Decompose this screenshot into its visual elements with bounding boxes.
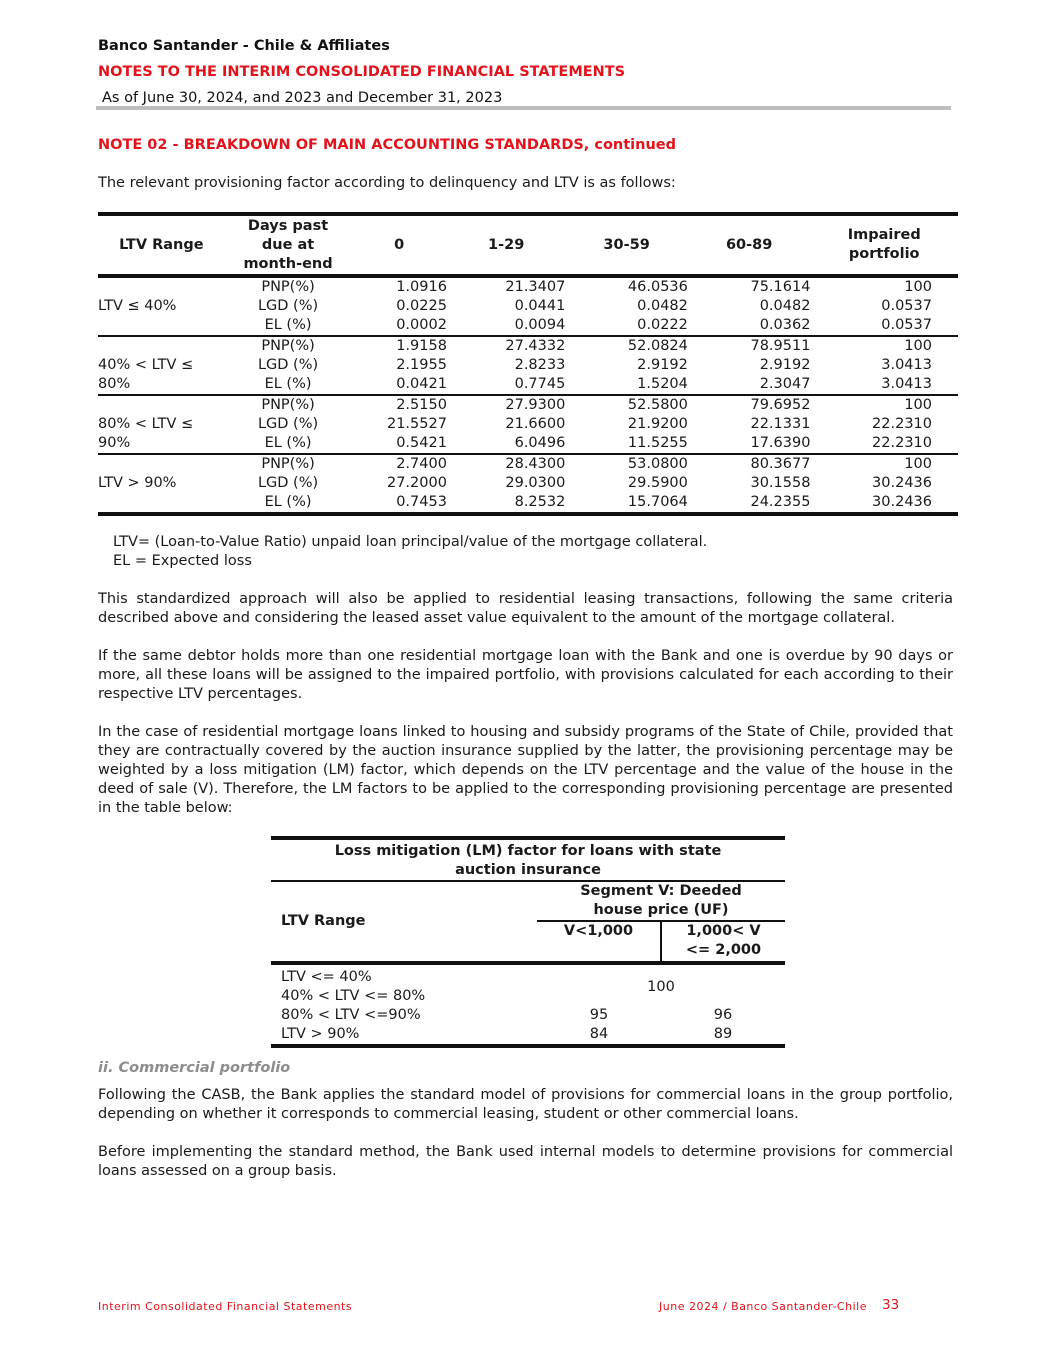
lm-merged-value: 100 (647, 978, 675, 995)
cell-value: 2.9192 (759, 357, 811, 373)
metric-label: LGD (%) (257, 357, 319, 373)
metric-label: PNP(%) (261, 397, 315, 413)
cell-value: 0.7453 (396, 494, 447, 510)
cell-value: 1.9158 (396, 338, 447, 354)
cell-value: 8.2532 (514, 494, 566, 510)
table-row (98, 395, 958, 415)
ltv-range-label: LTV > 90% (98, 475, 177, 491)
cell-value: 28.4300 (505, 456, 566, 472)
definitions (113, 533, 707, 571)
lm-row-label: LTV > 90% (281, 1026, 360, 1042)
provisioning-factor-table (98, 212, 958, 516)
ltv-group-2 (98, 336, 958, 395)
cell-value: 0.0537 (881, 317, 932, 333)
table-row (98, 375, 958, 395)
table-row (98, 415, 958, 434)
table-row (271, 1006, 785, 1025)
cell-value: 78.9511 (750, 338, 811, 354)
table-row (98, 493, 958, 514)
cell-value: 53.0800 (627, 456, 688, 472)
ltv-group-4 (98, 454, 958, 514)
metric-label: EL (%) (264, 435, 312, 451)
ltv-definition: LTV= (Loan-to-Value Ratio) unpaid loan principal/value of the mortgage collateral. (113, 534, 708, 550)
cell-value: 0.0482 (759, 298, 811, 314)
col-header-1-29: 1-29 (488, 236, 525, 253)
metric-label: PNP(%) (261, 279, 315, 295)
cell-value: 0.0482 (637, 298, 688, 314)
cell-value: 52.5800 (627, 397, 688, 413)
footer-document-title: Interim Consolidated Financial Statements (98, 1300, 353, 1313)
lm-title-row (271, 838, 785, 881)
cell-value: 0.0225 (396, 298, 447, 314)
table-row (271, 1025, 785, 1046)
cell-value: 22.2310 (872, 435, 932, 451)
cell-value: 75.1614 (750, 279, 811, 295)
lm-cell-value: 89 (713, 1026, 733, 1042)
ltv-group-3 (98, 395, 958, 454)
cell-value: 27.4332 (505, 338, 566, 354)
cell-value: 79.6952 (750, 397, 811, 413)
cell-value: 100 (904, 397, 932, 413)
lm-table-title: Loss mitigation (LM) factor for loans with state auction insurance (271, 838, 785, 881)
cell-value: 100 (904, 456, 932, 472)
lm-segment-header: Segment V: Deeded house price (UF) (537, 881, 785, 921)
metric-label: LGD (%) (257, 475, 319, 491)
cell-value: 2.7400 (396, 456, 447, 472)
col-header-impaired: Impaired portfolio (847, 227, 921, 262)
cell-value: 22.2310 (872, 416, 932, 432)
table-row (271, 963, 785, 987)
cell-value: 0.0094 (514, 317, 566, 333)
cell-value: 30.2436 (872, 494, 932, 510)
ltv-range-label: 80% < LTV ≤ 90% (98, 416, 194, 451)
lm-ltv-header: LTV Range (281, 913, 366, 929)
cell-value: 100 (904, 279, 932, 295)
cell-value: 0.0222 (637, 317, 688, 333)
cell-value: 0.0537 (881, 298, 932, 314)
cell-value: 11.5255 (627, 435, 688, 451)
note-title: NOTE 02 - BREAKDOWN OF MAIN ACCOUNTING STANDARDS, continued (98, 137, 677, 153)
cell-value: 2.1955 (396, 357, 447, 373)
cell-value: 21.6600 (505, 416, 566, 432)
cell-value: 1.0916 (396, 279, 447, 295)
table-row (98, 316, 958, 336)
intro-text: The relevant provisioning factor according to delinquency and LTV is as follows: (98, 175, 676, 191)
cell-value: 0.0002 (396, 317, 447, 333)
lm-segment-row (271, 881, 785, 921)
metric-label: LGD (%) (257, 298, 319, 314)
metric-label: EL (%) (264, 317, 312, 333)
notes-title: NOTES TO THE INTERIM CONSOLIDATED FINANCIAL STATEMENTS (98, 64, 626, 80)
table-row (98, 356, 958, 375)
cell-value: 52.0824 (627, 338, 688, 354)
cell-value: 17.6390 (750, 435, 811, 451)
cell-value: 6.0496 (514, 435, 566, 451)
cell-value: 80.3677 (750, 456, 811, 472)
lm-row-label: 80% < LTV <=90% (281, 1007, 421, 1023)
cell-value: 27.9300 (505, 397, 566, 413)
cell-value: 100 (904, 338, 932, 354)
metric-label: EL (%) (264, 376, 312, 392)
header-divider (96, 106, 951, 110)
paragraph-internal-models: Before implementing the standard method, the Bank used internal models to determine provisions for commercial loans assessed on a group basis. (98, 1144, 953, 1179)
lm-cell-value: 84 (589, 1026, 609, 1042)
col-header-0: 0 (394, 236, 405, 253)
paragraph-state-programs: In the case of residential mortgage loans linked to housing and subsidy programs of the State of Chile, provided that they are contractually covered by the auction insurance supplied by the latter, the provisioning percentage may be weighted by a loss mitigation (LM) factor, which depends on the LTV percentage and the value of the house in the deed of sale (V). Therefore, the LM factors to be applied to the corresponding provisioning percentage are presented in the table below: (98, 724, 953, 816)
cell-value: 22.1331 (750, 416, 811, 432)
ltv-range-label: 40% < LTV ≤ 80% (98, 357, 194, 392)
table-row (98, 276, 958, 297)
col-header-days-past-due: Days past due at month-end (243, 217, 333, 272)
el-definition: EL = Expected loss (113, 553, 252, 569)
lm-row-label: 40% < LTV <= 80% (281, 988, 426, 1004)
cell-value: 3.0413 (881, 357, 932, 373)
cell-value: 30.2436 (872, 475, 932, 491)
cell-value: 24.2355 (750, 494, 811, 510)
table-row (98, 336, 958, 356)
cell-value: 0.7745 (514, 376, 566, 392)
metric-label: EL (%) (264, 494, 312, 510)
col-header-ltv-range: LTV Range (119, 236, 204, 253)
cell-value: 30.1558 (750, 475, 811, 491)
cell-value: 29.0300 (505, 475, 566, 491)
cell-value: 2.9192 (637, 357, 688, 373)
table-header-row (98, 214, 958, 276)
lm-cell-value: 95 (589, 1007, 609, 1023)
cell-value: 2.3047 (759, 376, 811, 392)
cell-value: 29.5900 (627, 475, 688, 491)
lm-col-v-under-1000: V<1,000 (563, 923, 634, 939)
metric-label: LGD (%) (257, 416, 319, 432)
cell-value: 21.9200 (627, 416, 688, 432)
cell-value: 21.3407 (505, 279, 566, 295)
loss-mitigation-table (271, 836, 785, 1048)
cell-value: 0.5421 (396, 435, 447, 451)
cell-value: 3.0413 (881, 376, 932, 392)
cell-value: 46.0536 (627, 279, 688, 295)
cell-value: 1.5204 (637, 376, 688, 392)
company-name: Banco Santander - Chile & Affiliates (98, 38, 390, 54)
cell-value: 0.0421 (396, 376, 447, 392)
cell-value: 2.8233 (514, 357, 566, 373)
lm-cell-value: 96 (713, 1007, 733, 1023)
ltv-group-1 (98, 276, 958, 336)
table-row (98, 434, 958, 454)
cell-value: 27.2000 (386, 475, 447, 491)
lm-row-label: LTV <= 40% (281, 969, 372, 985)
paragraph-leasing: This standardized approach will also be applied to residential leasing transactions, following the same criteria described above and considering the leased asset value equivalent to the amount of the mortgage collateral. (98, 591, 953, 626)
lm-col-v-1000-2000: 1,000< V <= 2,000 (661, 921, 785, 963)
paragraph-casb: Following the CASB, the Bank applies the standard model of provisions for commercial loans in the group portfolio, depending on whether it corresponds to commercial leasing, student or other commercial loans. (98, 1087, 953, 1122)
table-row (98, 474, 958, 493)
metric-label: PNP(%) (261, 456, 315, 472)
table-row (98, 454, 958, 474)
cell-value: 21.5527 (386, 416, 447, 432)
col-header-30-59: 30-59 (603, 236, 650, 253)
cell-value: 0.0362 (759, 317, 811, 333)
col-header-60-89: 60-89 (725, 236, 773, 253)
cell-value: 15.7064 (627, 494, 688, 510)
metric-label: PNP(%) (261, 338, 315, 354)
cell-value: 0.0441 (514, 298, 566, 314)
footer-period: June 2024 / Banco Santander-Chile (659, 1300, 867, 1313)
table-row (98, 297, 958, 316)
date-line: As of June 30, 2024, and 2023 and December 31, 2023 (102, 90, 503, 106)
ltv-range-label: LTV ≤ 40% (98, 298, 177, 314)
cell-value: 2.5150 (396, 397, 447, 413)
commercial-portfolio-subtitle: ii. Commercial portfolio (98, 1060, 291, 1076)
paragraph-multiple-loans: If the same debtor holds more than one residential mortgage loan with the Bank and one is overdue by 90 days or more, all these loans will be assigned to the impaired portfolio, with provisions calculated for each according to their respective LTV percentages. (98, 648, 953, 702)
page-number: 33 (882, 1297, 900, 1313)
